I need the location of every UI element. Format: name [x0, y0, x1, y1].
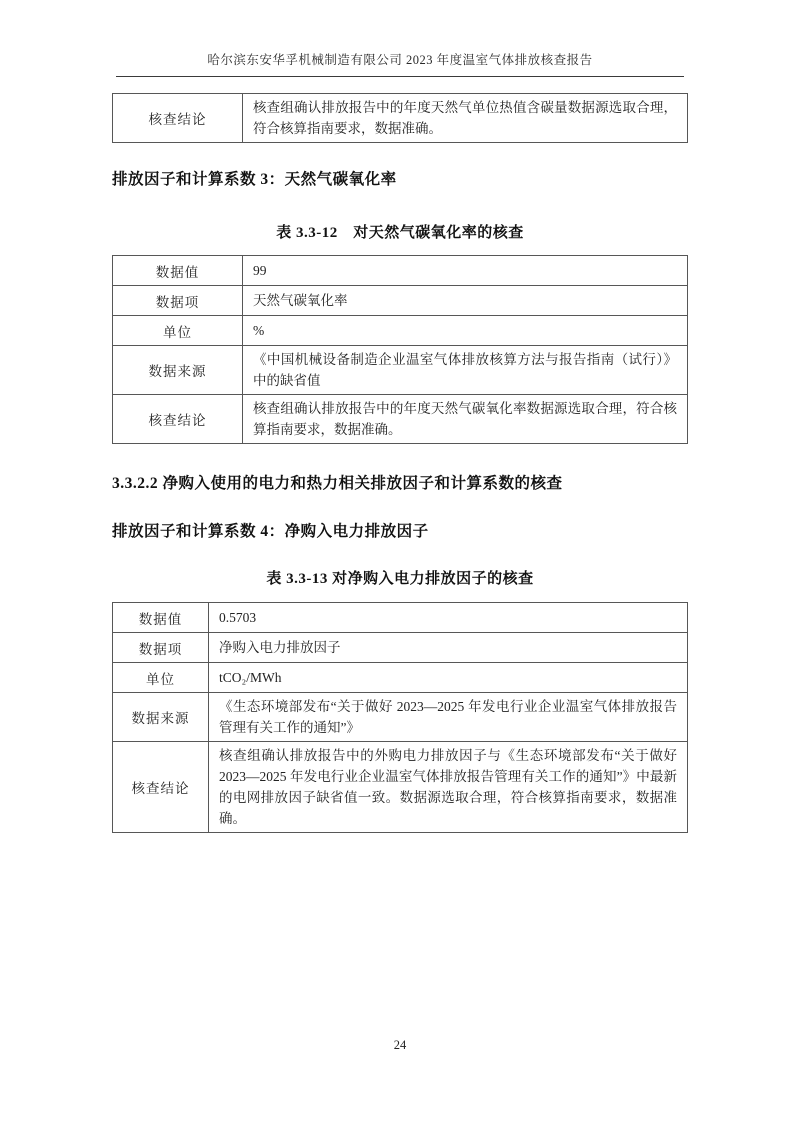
- table-3-3-13: [112, 602, 688, 833]
- table-row: [113, 256, 688, 286]
- table-row: [113, 395, 688, 444]
- row-label: 数据值: [113, 256, 243, 286]
- table-row: [113, 316, 688, 346]
- row-label: 数据项: [113, 286, 243, 316]
- row-value: 《生态环境部发布“关于做好 2023—2025 年发电行业企业温室气体排放报告管理有关工作的通知”》: [209, 693, 688, 742]
- table-row: [113, 346, 688, 395]
- row-value: 核查组确认排放报告中的年度天然气碳氧化率数据源选取合理，符合核算指南要求，数据准确。: [243, 395, 688, 444]
- report-header-title: 哈尔滨东安华孚机械制造有限公司 2023 年度温室气体排放核查报告: [116, 50, 684, 77]
- table-3-3-13-caption: 表 3.3-13 对净购入电力排放因子的核查: [266, 571, 534, 587]
- heading-emission-factor-4: 排放因子和计算系数 4：净购入电力排放因子: [112, 523, 429, 540]
- table-3-3-12: [112, 255, 688, 444]
- row-label: 核查结论: [113, 742, 209, 833]
- row-value: 核查组确认排放报告中的外购电力排放因子与《生态环境部发布“关于做好 2023—2025 年发电行业企业温室气体排放报告管理有关工作的通知”》中最新的电网排放因子缺省值一致。数据源选取合理，符合核算指南要求，数据准确。: [209, 742, 688, 833]
- row-value: 99: [243, 256, 688, 286]
- row-value: 0.5703: [209, 603, 688, 633]
- heading-emission-factor-3: 排放因子和计算系数 3：天然气碳氧化率: [112, 171, 397, 188]
- row-label: 单位: [113, 316, 243, 346]
- row-label: 数据值: [113, 603, 209, 633]
- carryover-verification-table: [112, 93, 688, 143]
- row-value: tCO₂/MWh: [209, 663, 688, 693]
- row-label: 数据来源: [113, 693, 209, 742]
- table-row: [113, 633, 688, 663]
- table-row: [113, 94, 688, 143]
- page-number: 24: [393, 1038, 407, 1052]
- table-row: [113, 603, 688, 633]
- table-row: [113, 286, 688, 316]
- table-row: [113, 693, 688, 742]
- row-label: 单位: [113, 663, 209, 693]
- row-value: 核查组确认排放报告中的年度天然气单位热值含碳量数据源选取合理，符合核算指南要求，数据准确。: [243, 94, 688, 143]
- row-label: 数据来源: [113, 346, 243, 395]
- table-row: [113, 663, 688, 693]
- row-value: 《中国机械设备制造企业温室气体排放核算方法与报告指南（试行）》中的缺省值: [243, 346, 688, 395]
- table-3-3-12-caption: 表 3.3-12 对天然气碳氧化率的核查: [276, 225, 524, 241]
- row-value: 净购入电力排放因子: [209, 633, 688, 663]
- row-value: 天然气碳氧化率: [243, 286, 688, 316]
- heading-section-3-3-2-2: 3.3.2.2 净购入使用的电力和热力相关排放因子和计算系数的核查: [112, 475, 563, 492]
- row-label: 核查结论: [113, 94, 243, 143]
- table-row: [113, 742, 688, 833]
- row-value: %: [243, 316, 688, 346]
- row-label: 核查结论: [113, 395, 243, 444]
- row-label: 数据项: [113, 633, 209, 663]
